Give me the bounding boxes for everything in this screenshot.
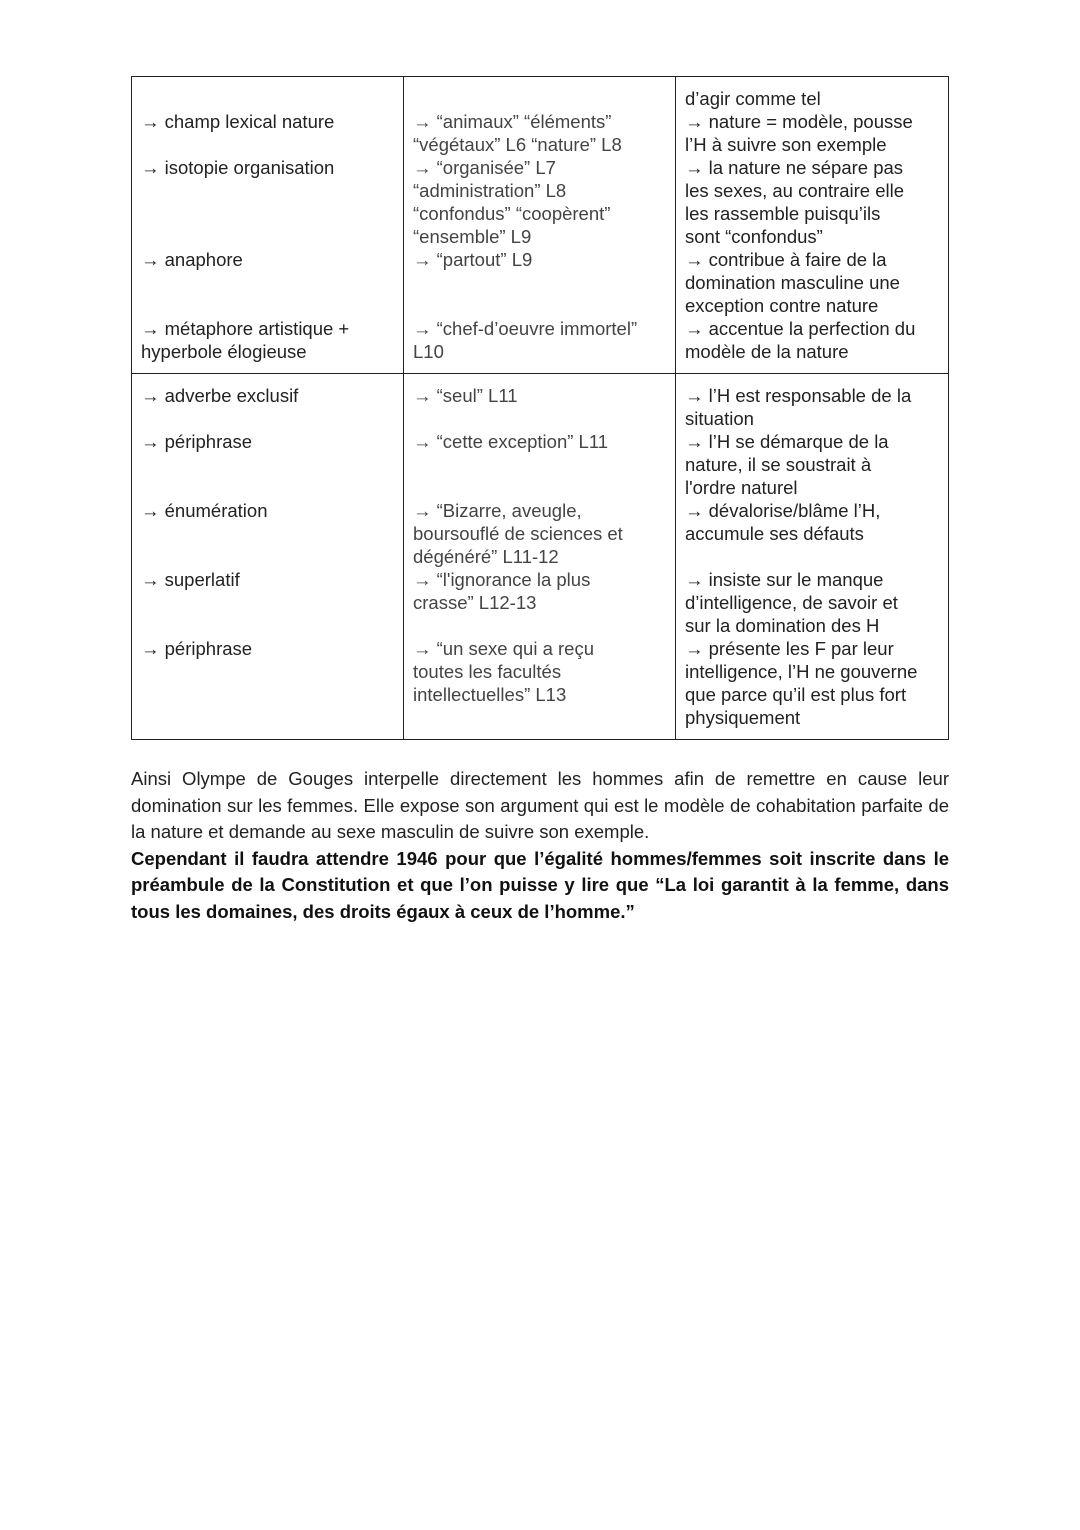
effect-line: → présente les F par leur (685, 638, 894, 659)
effect-line: → la nature ne sépare pas (685, 157, 904, 178)
quote-line: → “partout” L9 (413, 249, 533, 270)
effect-line: les rassemble puisqu’ils (685, 203, 881, 224)
device-cell (132, 374, 404, 740)
quote-line: → “l'ignorance la plus (413, 569, 591, 590)
conclusion-bold-paragraph: Cependant il faudra attendre 1946 pour que l’égalité hommes/femmes soit inscrite dans le préambule de la Constitution et que l’on puisse y lire que “La loi garantit à la femme, dans tous les domaines, des droits égaux à ceux de l’homme.” (131, 847, 949, 922)
effect-line: physiquement (685, 707, 801, 728)
quote-line: toutes les facultés (413, 661, 562, 682)
effect-line: d’agir comme tel (685, 88, 821, 109)
effect-line: → l’H est responsable de la (685, 385, 912, 406)
effect-line: → l’H se démarque de la (685, 431, 889, 452)
device-item: → périphrase (141, 638, 253, 659)
quote-line: crasse” L12-13 (413, 592, 537, 613)
quote-line: → “un sexe qui a reçu (413, 638, 594, 659)
device-item: → anaphore (141, 249, 243, 270)
quote-cell (404, 77, 676, 374)
quote-cell (404, 374, 676, 740)
device-item-continued: hyperbole élogieuse (141, 341, 307, 362)
device-item: → superlatif (141, 569, 240, 590)
quote-line: → “cette exception” L11 (413, 431, 609, 452)
device-cell (132, 77, 404, 374)
effect-line: les sexes, au contraire elle (685, 180, 905, 201)
effect-line: → dévalorise/blâme l’H, (685, 500, 881, 521)
table-row (132, 77, 949, 374)
device-item: → métaphore artistique + (141, 318, 350, 339)
quote-line: “administration” L8 (413, 180, 567, 201)
conclusion-paragraph: Ainsi Olympe de Gouges interpelle directement les hommes afin de remettre en cause leur domination sur les femmes. Elle expose son argument qui est le modèle de cohabitation parfaite de la nature et demande au sexe masculin de suivre son exemple. (131, 768, 949, 842)
effect-line: nature, il se soustrait à (685, 454, 872, 475)
effect-line: situation (685, 408, 754, 429)
effect-cell (676, 374, 949, 740)
device-item: → isotopie organisation (141, 157, 335, 178)
quote-line: → “Bizarre, aveugle, (413, 500, 582, 521)
effect-line: exception contre nature (685, 295, 879, 316)
quote-line: → “chef-d’oeuvre immortel” (413, 318, 638, 339)
effect-line: d’intelligence, de savoir et (685, 592, 898, 613)
effect-line: modèle de la nature (685, 341, 849, 362)
effect-line: l’H à suivre son exemple (685, 134, 887, 155)
effect-line: sont “confondus” (685, 226, 823, 247)
quote-line: “ensemble” L9 (413, 226, 532, 247)
analysis-table (131, 76, 949, 740)
device-item: → adverbe exclusif (141, 385, 299, 406)
effect-line: accumule ses défauts (685, 523, 864, 544)
device-item: → champ lexical nature (141, 111, 335, 132)
effect-line: → contribue à faire de la (685, 249, 887, 270)
quote-line: “confondus” “coopèrent” (413, 203, 611, 224)
effect-line: → insiste sur le manque (685, 569, 884, 590)
table-row (132, 374, 949, 740)
effect-cell (676, 77, 949, 374)
conclusion-section (131, 766, 949, 925)
effect-line: l'ordre naturel (685, 477, 798, 498)
quote-line: dégénéré” L11-12 (413, 546, 559, 567)
effect-line: intelligence, l’H ne gouverne (685, 661, 918, 682)
device-item: → énumération (141, 500, 268, 521)
quote-line: → “seul” L11 (413, 385, 518, 406)
device-item: → périphrase (141, 431, 253, 452)
quote-line: L10 (413, 341, 444, 362)
quote-line: → “organisée” L7 (413, 157, 556, 178)
effect-line: sur la domination des H (685, 615, 880, 636)
effect-line: → accentue la perfection du (685, 318, 916, 339)
effect-line: → nature = modèle, pousse (685, 111, 913, 132)
quote-line: → “animaux” “éléments” (413, 111, 612, 132)
effect-line: que parce qu’il est plus fort (685, 684, 907, 705)
quote-line: “végétaux” L6 “nature” L8 (413, 134, 622, 155)
effect-line: domination masculine une (685, 272, 900, 293)
quote-line: boursouflé de sciences et (413, 523, 623, 544)
quote-line: intellectuelles” L13 (413, 684, 567, 705)
